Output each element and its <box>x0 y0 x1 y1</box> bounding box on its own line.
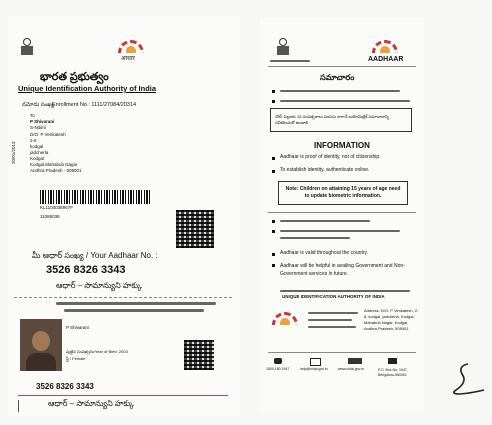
redacted-mark <box>270 60 310 62</box>
address-line: S-Nitimi <box>30 125 46 130</box>
address-line: D/O: P Venkatesh <box>30 132 66 137</box>
qr-code <box>176 210 214 248</box>
ashoka-emblem-icon <box>20 38 34 56</box>
ashoka-emblem-icon <box>276 38 290 56</box>
aadhaar-number: 3526 8326 3343 <box>46 264 126 276</box>
photo-face <box>32 331 50 351</box>
redacted-mark <box>280 290 410 292</box>
card-yob: పుట్టిన సంవత్సరం/Year of Birth: 2003 <box>66 349 128 354</box>
address-block <box>30 114 160 184</box>
bullet <box>272 220 275 223</box>
tagline: ఆధార్ – సామాన్యుని హక్కు <box>56 281 142 290</box>
information-heading: INFORMATION <box>314 141 370 150</box>
usage-item: Aadhaar will be helpful in availing Government and Non-Government services in future. <box>280 263 405 277</box>
enrollment-number: Enrollment No.: 1111/27084/20314 <box>52 102 137 108</box>
handwritten-signature <box>438 360 488 400</box>
bullet <box>272 157 275 160</box>
header-rule <box>268 66 416 67</box>
address-name: P Shivarani <box>30 119 55 124</box>
post-icon <box>388 358 397 364</box>
issue-date: 20/01/2013 <box>11 141 16 164</box>
contact-post: P.O. Box No. 1947, Bengaluru-560001 <box>378 368 408 377</box>
usage-item: Aadhaar is valid throughout the country. <box>280 250 369 256</box>
note-english: Note: Children on attaining 15 years of age need to update biometric information. <box>285 186 401 199</box>
bullet <box>272 100 275 103</box>
footer-address: Address: D/O: P Venkatesh, 2-8, kodgal, jadcherla, Kodgal, Mahabub Nagar, Kodgal, Andhra Pradesh, 509001 <box>364 308 419 331</box>
right-letter-page <box>260 18 424 412</box>
english-note-box <box>278 181 408 205</box>
section-rule <box>268 212 416 213</box>
card-number: 3526 8326 3343 <box>36 382 94 391</box>
address-line: To <box>30 113 35 118</box>
photo-body <box>26 353 56 371</box>
telugu-note-box <box>270 108 412 132</box>
info-item: To establish identity, authenticate online. <box>280 167 370 173</box>
card-name: P Shivarani <box>66 325 89 330</box>
card-qr-code <box>184 340 214 370</box>
card-photo <box>20 319 62 371</box>
telugu-address <box>308 319 352 321</box>
title-english: Unique Identification Authority of India <box>18 84 157 93</box>
bullet <box>272 253 275 256</box>
email-icon <box>310 358 321 366</box>
aadhaar-logo-icon <box>118 40 144 53</box>
telugu-line <box>280 100 410 102</box>
telugu-line <box>280 220 370 222</box>
note-telugu: నోట్: పిల్లలకు 15 సంవత్సరాలు వయసు రాగానే బయోమెట్రిక్ సమాచారాన్ని నవీకరించుకో ఉండాలి <box>275 114 389 125</box>
heading-telugu: సమాచారం <box>320 73 355 82</box>
contact-email: help@uidai.gov.in <box>300 367 328 371</box>
footer-rule <box>268 352 416 353</box>
footer-header: UNIQUE IDENTIFICATION AUTHORITY OF INDIA <box>282 294 385 299</box>
address-line: 2-8 <box>30 138 37 143</box>
barcode-caption: KL1104038967F <box>40 205 73 210</box>
contact-web: www.uidai.gov.in <box>338 367 364 371</box>
redacted-mark <box>64 309 204 312</box>
address-line: Andhra Pradesh - 509001 <box>30 168 82 173</box>
telugu-line <box>280 90 400 92</box>
telugu-line <box>280 237 350 239</box>
bullet <box>272 90 275 93</box>
small-number: 11086036 <box>40 214 60 219</box>
info-item: Aadhaar is proof of identity, not of citizenship. <box>280 154 381 160</box>
cut-line <box>14 297 232 298</box>
bullet <box>272 170 275 173</box>
barcode <box>40 190 150 204</box>
aadhaar-no-label: మీ ఆధార్ సంఖ్య / Your Aadhaar No. : <box>32 251 158 260</box>
title-telugu: భారత ప్రభుత్వం <box>40 71 109 83</box>
left-letter-page <box>8 16 240 416</box>
address-line: Kodgal <box>30 156 45 161</box>
card-tagline: ఆధార్ – సామాన్యుని హక్కు <box>48 399 134 408</box>
uidai-footer-logo-icon <box>272 312 298 325</box>
redacted-mark <box>56 302 216 305</box>
phone-icon <box>274 358 282 364</box>
aadhaar-logo-icon <box>372 40 398 53</box>
aadhaar-logo-text: AADHAAR <box>368 56 404 63</box>
telugu-line <box>280 230 400 232</box>
telugu-address <box>308 312 358 314</box>
web-icon <box>348 358 362 364</box>
enrollment-label: నమోదు సంఖ్య <box>22 102 55 108</box>
address-line: jadcherla <box>30 150 49 155</box>
bullet <box>272 264 275 267</box>
card-divider <box>18 395 228 396</box>
card-gender: స్త్రీ / Female <box>66 356 86 361</box>
bullet <box>272 230 275 233</box>
aadhaar-logo-text: आधार <box>121 56 135 62</box>
address-line: Kodgal,Mahabub Nagar <box>30 162 78 167</box>
address-line: kodgal <box>30 144 44 149</box>
telugu-address <box>308 326 356 328</box>
contact-phone: 1800 180 1947 <box>266 367 290 371</box>
margin-tick <box>18 400 19 412</box>
